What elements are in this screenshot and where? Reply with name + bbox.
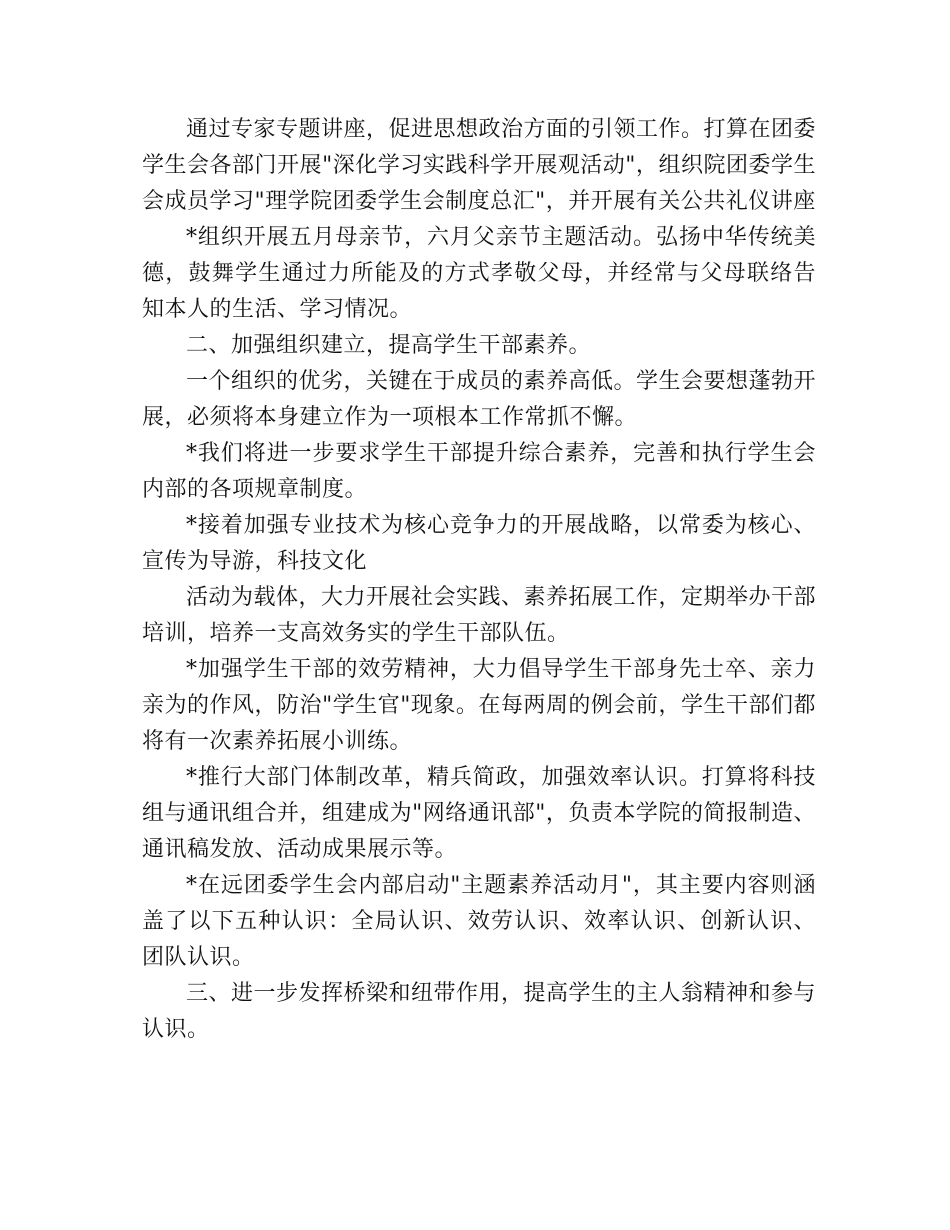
paragraph-theme-month: *在远团委学生会内部启动"主题素养活动月"，其主要内容则涵盖了以下五种认识：全局认识、效劳认识、效率认识、创新认识、团队认识。 — [142, 873, 816, 970]
paragraph-activities-carrier: 活动为载体，大力开展社会实践、素养拓展工作，定期举办干部培训，培养一支高效务实的学生干部队伍。 — [142, 585, 817, 646]
section-heading-2: 二、加强组织建立，提高学生干部素养。 — [186, 333, 592, 358]
document-body — [142, 112, 816, 1048]
paragraph-organization-quality: 一个组织的优劣，关键在于成员的素养高低。学生会要想蓬勃开展，必须将本身建立作为一项根本工作常抓不懈。 — [142, 369, 817, 430]
paragraph-lecture-plan: 通过专家专题讲座，促进思想政治方面的引领工作。打算在团委学生会各部门开展"深化学习实践科学开展观活动"，组织院团委学生会成员学习"理学院团委学生会制度总汇"，并开展有关公共礼仪讲座 — [142, 117, 817, 214]
paragraph-department-reform: *推行大部门体制改革，精兵简政，加强效率认识。打算将科技组与通讯组合并，组建成为"网络通讯部"，负责本学院的简报制造、通讯稿发放、活动成果展示等。 — [142, 765, 816, 862]
paragraph-cadre-requirements: *我们将进一步要求学生干部提升综合素养，完善和执行学生会内部的各项规章制度。 — [142, 441, 816, 502]
paragraph-development-strategy: *接着加强专业技术为核心竞争力的开展战略，以常委为核心、宣传为导游，科技文化 — [142, 513, 816, 574]
paragraph-parents-day: *组织开展五月母亲节，六月父亲节主题活动。弘扬中华传统美德，鼓舞学生通过力所能及的方式孝敬父母，并经常与父母联络告知本人的生活、学习情况。 — [142, 225, 816, 322]
section-heading-3: 三、进一步发挥桥梁和纽带作用，提高学生的主人翁精神和参与认识。 — [142, 981, 817, 1042]
paragraph-service-spirit: *加强学生干部的效劳精神，大力倡导学生干部身先士卒、亲力亲为的作风，防治"学生官"现象。在每两周的例会前，学生干部们都将有一次素养拓展小训练。 — [142, 657, 816, 754]
